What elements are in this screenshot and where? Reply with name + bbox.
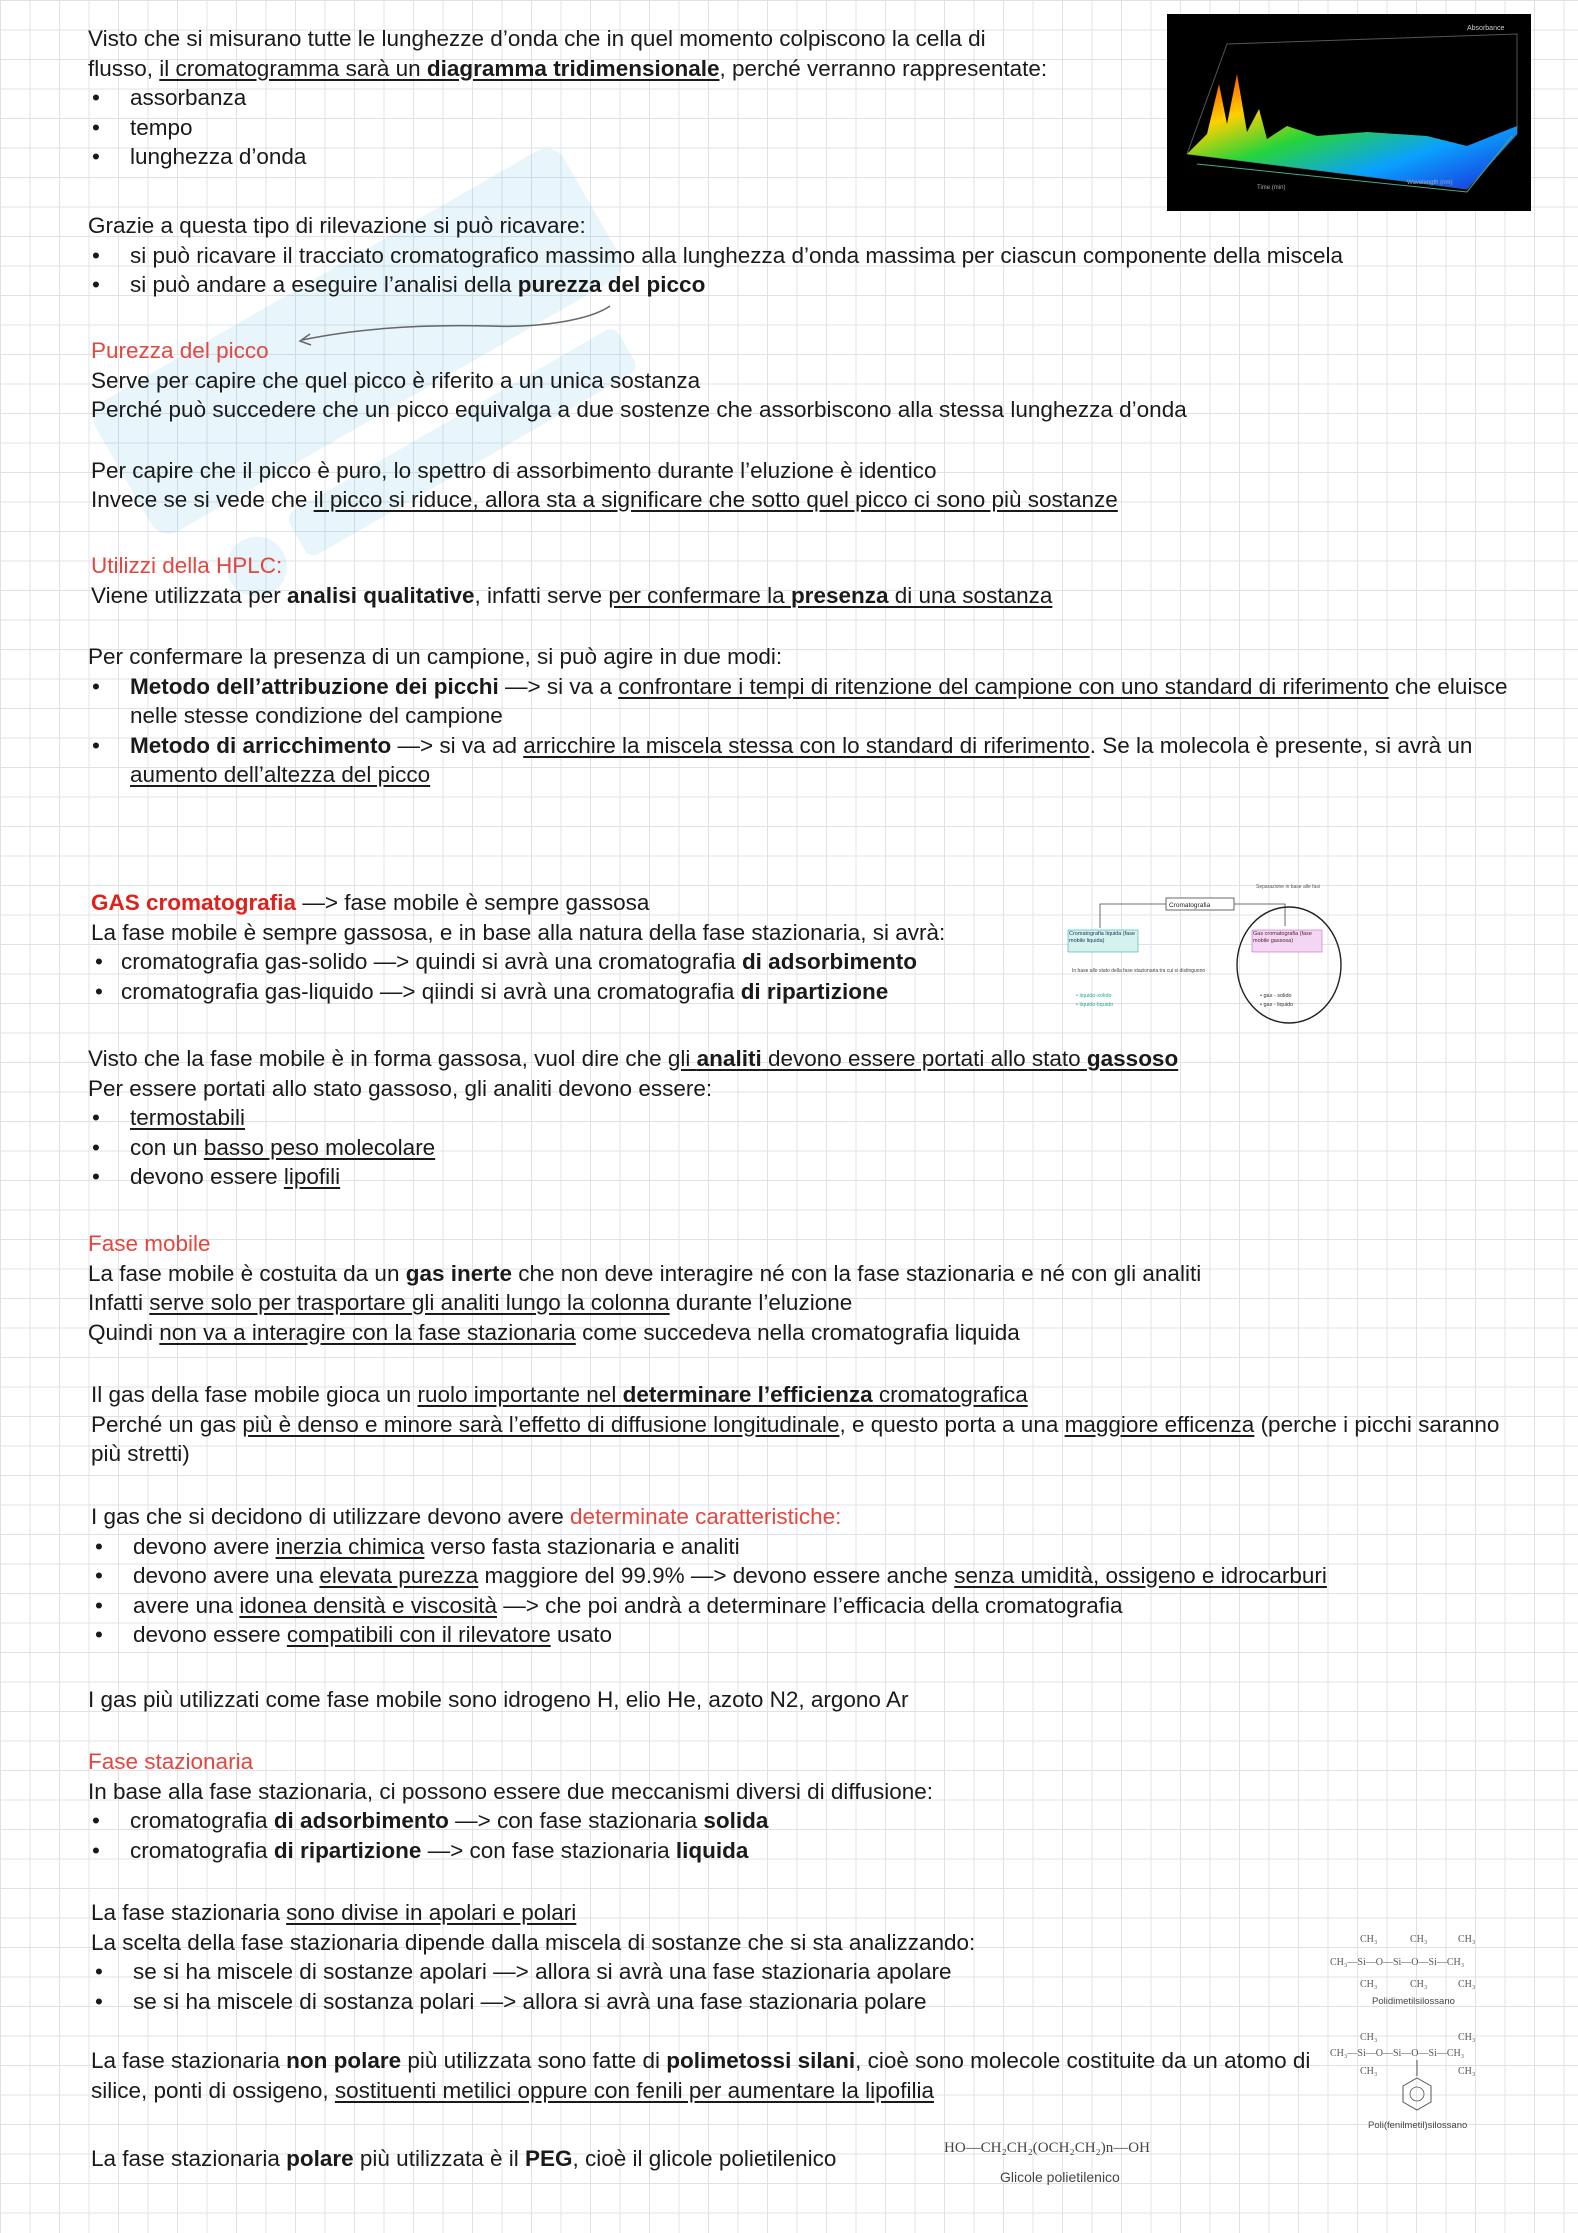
detection-section — [88, 211, 1526, 300]
structure-name: Polidimetilsilossano — [1372, 1996, 1455, 2007]
diagram-right-item: • gas - liquido — [1260, 1002, 1294, 1008]
diagram-right-item: • gas - solido — [1260, 993, 1292, 999]
list-item: • lunghezza d’onda — [88, 142, 1138, 172]
axis-label-time: Time (min) — [1257, 185, 1286, 191]
intro-line: Visto che si misurano tutte le lunghezze d’onda che in quel momento colpiscono la cella di — [88, 26, 986, 51]
paragraph: La fase stazionaria sono divise in apolari e polari — [91, 1900, 577, 1925]
svg-text:CH₃: CH₃ — [1458, 1979, 1476, 1990]
list-item: • devono avere una elevata purezza maggiore del 99.9% —> devono essere anche senza umidità, ossigeno e idrocarburi — [91, 1561, 1526, 1591]
svg-text:CH₃: CH₃ — [1360, 2066, 1378, 2077]
paragraph: Perché può succedere che un picco equivalga a due sostenze che assorbiscono alla stessa lunghezza d’onda — [91, 397, 1187, 422]
svg-text:CH₃: CH₃ — [1360, 2032, 1378, 2043]
list-item: • devono essere compatibili con il rilevatore usato — [91, 1620, 1526, 1650]
diagram-left-box: Cromatografia liquida (fase mobile liquida) — [1069, 931, 1136, 944]
list-item: • se si ha miscele di sostanza polari —> allora si avrà una fase stazionaria polare — [91, 1987, 1318, 2017]
paragraph: La fase stazionaria polare più utilizzata è il PEG, cioè il glicole polietilenico — [91, 2146, 837, 2171]
mobile-phase-section — [88, 1229, 1526, 1347]
paragraph: Per capire che il picco è puro, lo spettro di assorbimento durante l’eluzione è identico — [91, 457, 937, 483]
stationary-phase-section — [88, 1747, 1526, 1865]
peg-structure — [940, 2132, 1200, 2192]
paragraph: Perché un gas più è denso e minore sarà l’effetto di diffusione longitudinale, e questo porta a una maggiore efficenza (perche i picchi saranno più stretti) — [91, 1411, 1500, 1466]
list-item: • assorbanza — [88, 83, 1138, 113]
paragraph: Serve per capire che quel picco è riferito a un unica sostanza — [91, 367, 701, 393]
paragraph: In base alla fase stazionaria, ci possono essere due meccanismi diversi di diffusione: — [88, 1778, 934, 1804]
paragraph: Per essere portati allo stato gassoso, gli analiti devono essere: — [88, 1075, 713, 1101]
list-item: • cromatografia gas-liquido —> qiindi si avrà una cromatografia di ripartizione — [91, 977, 1058, 1007]
list-item: • avere una idonea densità e viscosità —> che poi andrà a determinare l’efficacia della cromatografia — [91, 1591, 1526, 1621]
list-item: • cromatografia di ripartizione —> con fase stazionaria liquida — [88, 1836, 1526, 1866]
chromatography-diagram — [1060, 880, 1346, 1030]
list-item: • se si ha miscele di sostanze apolari —> allora si avrà una fase stazionaria apolare — [91, 1957, 1318, 1987]
section-title: GAS cromatografia —> fase mobile è sempre gassosa — [91, 890, 650, 915]
gas-analytes-section — [88, 1044, 1526, 1192]
paragraph: La fase mobile è costuita da un gas inerte che non deve interagire né con la fase stazionaria e né con gli analiti — [88, 1260, 1202, 1286]
polidimethylsiloxane-structure — [1320, 1928, 1520, 2008]
paragraph: La fase mobile è sempre gassosa, e in base alla natura della fase stazionaria, si avrà: — [91, 919, 946, 945]
list-item: • tempo — [88, 113, 1138, 143]
list-item: • Metodo dell’attribuzione dei picchi —> si va a confrontare i tempi di ritenzione del campione con uno standard di riferimento che eluisce nelle stesse condizione del campione — [88, 672, 1526, 731]
svg-text:CH₃: CH₃ — [1410, 1979, 1428, 1990]
paragraph: Per confermare la presenza di un campione, si può agire in due modi: — [88, 644, 783, 669]
svg-text:CH₃: CH₃ — [1410, 1934, 1428, 1945]
section-title: Fase stazionaria — [88, 1749, 254, 1774]
svg-text:CH₃—Si—O—Si—O—Si—CH₃: CH₃—Si—O—Si—O—Si—CH₃ — [1330, 2048, 1465, 2059]
paragraph: Grazie a questa tipo di rilevazione si può ricavare: — [88, 213, 586, 238]
list-item: • termostabili — [88, 1103, 1526, 1133]
chromatogram-3d-image — [1167, 14, 1531, 211]
list-item: • si può ricavare il tracciato cromatografico massimo alla lunghezza d’onda massima per ciascun componente della miscela — [88, 241, 1526, 271]
axis-label-absorbance: Absorbance — [1467, 25, 1505, 32]
gas-section — [91, 888, 1058, 1006]
svg-text:CH₃: CH₃ — [1458, 1934, 1476, 1945]
gases-used-section — [88, 1685, 1526, 1715]
paragraph: La scelta della fase stazionaria dipende dalla miscela di sostanze che si sta analizzando: — [91, 1929, 976, 1955]
axis-label-wavelength: Wavelength (nm) — [1407, 180, 1453, 186]
diagram-root: Cromatografia — [1169, 902, 1211, 909]
intro-section — [88, 24, 1138, 172]
list-item: • con un basso peso molecolare — [88, 1133, 1526, 1163]
diagram-mid: In base allo stato della fase stazionaria tra cui si distinguono — [1072, 968, 1206, 974]
diagram-left-item: • liquido-liquido — [1076, 1002, 1114, 1008]
svg-text:CH₃: CH₃ — [1360, 1934, 1378, 1945]
stationary-polar-section — [91, 2144, 978, 2174]
paragraph: I gas più utilizzati come fase mobile sono idrogeno H, elio He, azoto N2, argono Ar — [88, 1687, 909, 1712]
mobile-efficiency-section — [91, 1380, 1526, 1469]
svg-text:CH₃—Si—O—Si—O—Si—CH₃: CH₃—Si—O—Si—O—Si—CH₃ — [1330, 1957, 1465, 1968]
peg-formula: HO—CH₂CH₂(OCH₂CH₂)n—OH — [944, 2140, 1150, 2156]
list-item: • si può andare a eseguire l’analisi della purezza del picco — [88, 270, 1526, 300]
svg-text:CH₃: CH₃ — [1458, 2032, 1476, 2043]
paragraph: Invece se si vede che il picco si riduce, allora sta a significare che sotto quel picco ci sono più sostanze — [91, 487, 1118, 512]
stationary-types-section — [91, 1898, 1318, 2105]
paragraph: Viene utilizzata per analisi qualitative, infatti serve per confermare la presenza di una sostanza — [91, 582, 1053, 608]
structure-name: Poli(fenilmetil)silossano — [1368, 2120, 1468, 2131]
purity-section — [91, 336, 1526, 515]
gas-characteristics-section — [91, 1502, 1526, 1650]
intro-line: flusso, il cromatogramma sarà un diagramma tridimensionale, perché verranno rappresentate: — [88, 55, 1048, 81]
paragraph: Quindi non va a interagire con la fase stazionaria come succedeva nella cromatografia liquida — [88, 1319, 1020, 1345]
paragraph: Infatti serve solo per trasportare gli analiti lungo la colonna durante l’eluzione — [88, 1290, 853, 1315]
list-item: • devono avere inerzia chimica verso fasta stazionaria e analiti — [91, 1532, 1526, 1562]
peg-name: Glicole polietilenico — [1000, 2169, 1120, 2185]
paragraph: La fase stazionaria non polare più utilizzata sono fatte di polimetossi silani, cioè sono molecole costituite da un atomo di silice, ponti di ossigeno, sostituenti metilici oppure con fenili per aumentare la lipofilia — [91, 2048, 1311, 2103]
diagram-left-item: • liquido-solido — [1076, 993, 1112, 999]
polyphenylmethylsiloxane-structure — [1320, 2026, 1530, 2136]
hplc-uses-section — [91, 551, 1526, 610]
diagram-note: Separazione in base alle fasi — [1256, 884, 1320, 890]
section-title: Fase mobile — [88, 1231, 211, 1256]
section-title: Purezza del picco — [91, 338, 269, 363]
svg-text:CH₃: CH₃ — [1360, 1979, 1378, 1990]
diagram-right-box: Gas cromatografia (fase mobile gassosa) — [1253, 931, 1312, 944]
paragraph: Il gas della fase mobile gioca un ruolo importante nel determinare l’efficienza cromatografica — [91, 1382, 1028, 1407]
paragraph: Visto che la fase mobile è in forma gassosa, vuol dire che gli analiti devono essere portati allo stato gassoso — [88, 1046, 1179, 1071]
list-item: • Metodo di arricchimento —> si va ad arricchire la miscela stessa con lo standard di riferimento. Se la molecola è presente, si avrà un aumento dell’altezza del picco — [88, 731, 1526, 790]
svg-text:CH₃: CH₃ — [1458, 2066, 1476, 2077]
list-item: • cromatografia di adsorbimento —> con fase stazionaria solida — [88, 1806, 1526, 1836]
paragraph: I gas che si decidono di utilizzare devono avere determinate caratteristiche: — [91, 1504, 842, 1529]
hplc-methods-section — [88, 642, 1526, 790]
list-item: • devono essere lipofili — [88, 1162, 1526, 1192]
section-title: Utilizzi della HPLC: — [91, 553, 283, 578]
list-item: • cromatografia gas-solido —> quindi si avrà una cromatografia di adsorbimento — [91, 947, 1058, 977]
